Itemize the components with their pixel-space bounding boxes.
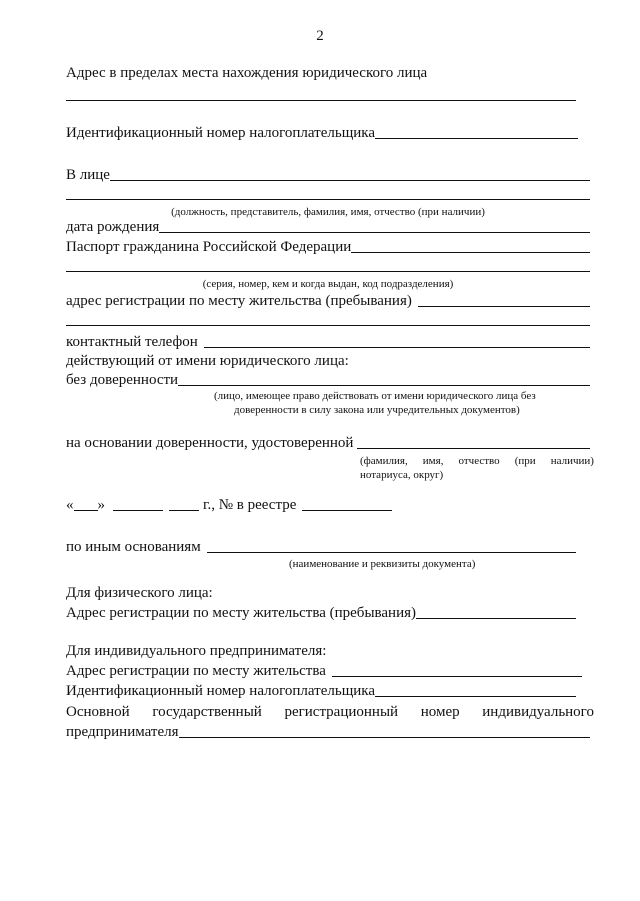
phone-label: контактный телефон [66,334,198,350]
poa-field[interactable] [357,432,590,449]
ogrnip-field[interactable] [179,721,591,738]
other-grounds-caption: (наименование и реквизиты документа) [289,558,476,570]
ogrnip-word: регистрационный [284,704,399,720]
birth-date-row [66,216,590,236]
poa-row [66,432,590,452]
entrepreneur-heading: Для индивидуального предпринимателя: [66,643,327,659]
entrepreneur-row [66,721,590,741]
entrepreneur-inn-label: Идентификационный номер налогоплательщика [66,683,376,699]
passport-field[interactable] [351,236,590,253]
in-person-caption: (должность, представитель, фамилия, имя, отчество (при наличии) [171,206,485,218]
passport-label: Паспорт гражданина Российской Федерации [66,239,352,255]
without-poa-row [66,369,590,389]
individual-heading-row [66,582,590,602]
individual-heading: Для физического лица: [66,585,213,601]
poa-caption-word: отчество [458,455,500,467]
date-month-field[interactable] [113,494,163,511]
entrepreneur-inn-field[interactable] [375,680,576,697]
inn-label: Идентификационный номер налогоплательщика [66,125,376,141]
registration-address-row [66,290,590,310]
legal-address-label: Адрес в пределах места нахождения юридического лица [66,65,428,81]
entrepreneur-label: предпринимателя [66,724,179,740]
individual-address-row [66,602,576,622]
legal-address-row [66,62,590,82]
without-poa-field[interactable] [178,369,590,386]
other-grounds-field[interactable] [207,536,576,553]
passport-row [66,236,590,256]
other-grounds-row [66,536,576,556]
in-person-cont-row [66,183,590,203]
in-person-row [66,164,590,184]
phone-field[interactable] [204,331,590,348]
without-poa-caption-2: доверенности в силу закона или учредительных документов) [234,404,520,416]
entrepreneur-address-label: Адрес регистрации по месту жительства [66,663,326,679]
inn-row [66,122,578,142]
date-day-field[interactable] [74,494,98,511]
without-poa-caption-1: (лицо, имеющее право действовать от имени юридического лица без [214,390,536,402]
birth-date-field[interactable] [159,216,590,233]
poa-caption-1 [360,454,594,468]
page-number: 2 [316,28,324,44]
registration-address-field[interactable] [418,290,590,307]
entrepreneur-address-field[interactable] [332,660,582,677]
entrepreneur-address-row [66,660,582,680]
date-row [66,494,392,514]
poa-caption-word: (фамилия, [360,455,408,467]
registration-address-cont-field[interactable] [66,309,590,326]
ogrnip-word: государственный [152,704,262,720]
ogrnip-row [66,701,594,721]
individual-address-label: Адрес регистрации по месту жительства (пребывания) [66,605,417,621]
date-year-field[interactable] [169,494,199,511]
poa-caption-2: нотариуса, округ) [360,469,444,481]
ogrnip-word: Основной [66,704,130,720]
passport-cont-field[interactable] [66,255,590,272]
phone-row [66,331,590,351]
in-person-field[interactable] [110,164,590,181]
entrepreneur-inn-row [66,680,576,700]
year-registry-label: г., № в реестре [203,497,297,513]
registration-address-cont-row [66,309,590,329]
registration-address-label: адрес регистрации по месту жительства (пребывания) [66,293,412,309]
acting-row [66,350,590,370]
other-grounds-label: по иным основаниям [66,539,201,555]
in-person-label: В лице [66,167,110,183]
acting-label: действующий от имени юридического лица: [66,353,349,369]
poa-caption-word: имя, [422,455,444,467]
poa-label: на основании доверенности, удостоверенной [66,435,354,451]
legal-address-field[interactable] [66,84,576,101]
in-person-cont-field[interactable] [66,183,590,200]
date-close-quote: » [97,497,105,513]
registry-number-field[interactable] [302,494,392,511]
passport-caption: (серия, номер, кем и когда выдан, код подразделения) [202,278,454,290]
inn-field[interactable] [375,122,578,139]
ogrnip-word: номер [420,704,460,720]
ogrnip-word: индивидуального [482,704,594,720]
passport-cont-row [66,255,590,275]
date-open-quote: « [66,497,74,513]
poa-caption-word: (при [514,455,536,467]
without-poa-label: без доверенности [66,372,179,388]
individual-address-field[interactable] [416,602,576,619]
entrepreneur-heading-row [66,640,590,660]
legal-address-line-row [66,84,576,104]
birth-date-label: дата рождения [66,219,160,235]
poa-caption-word: наличии) [550,455,594,467]
